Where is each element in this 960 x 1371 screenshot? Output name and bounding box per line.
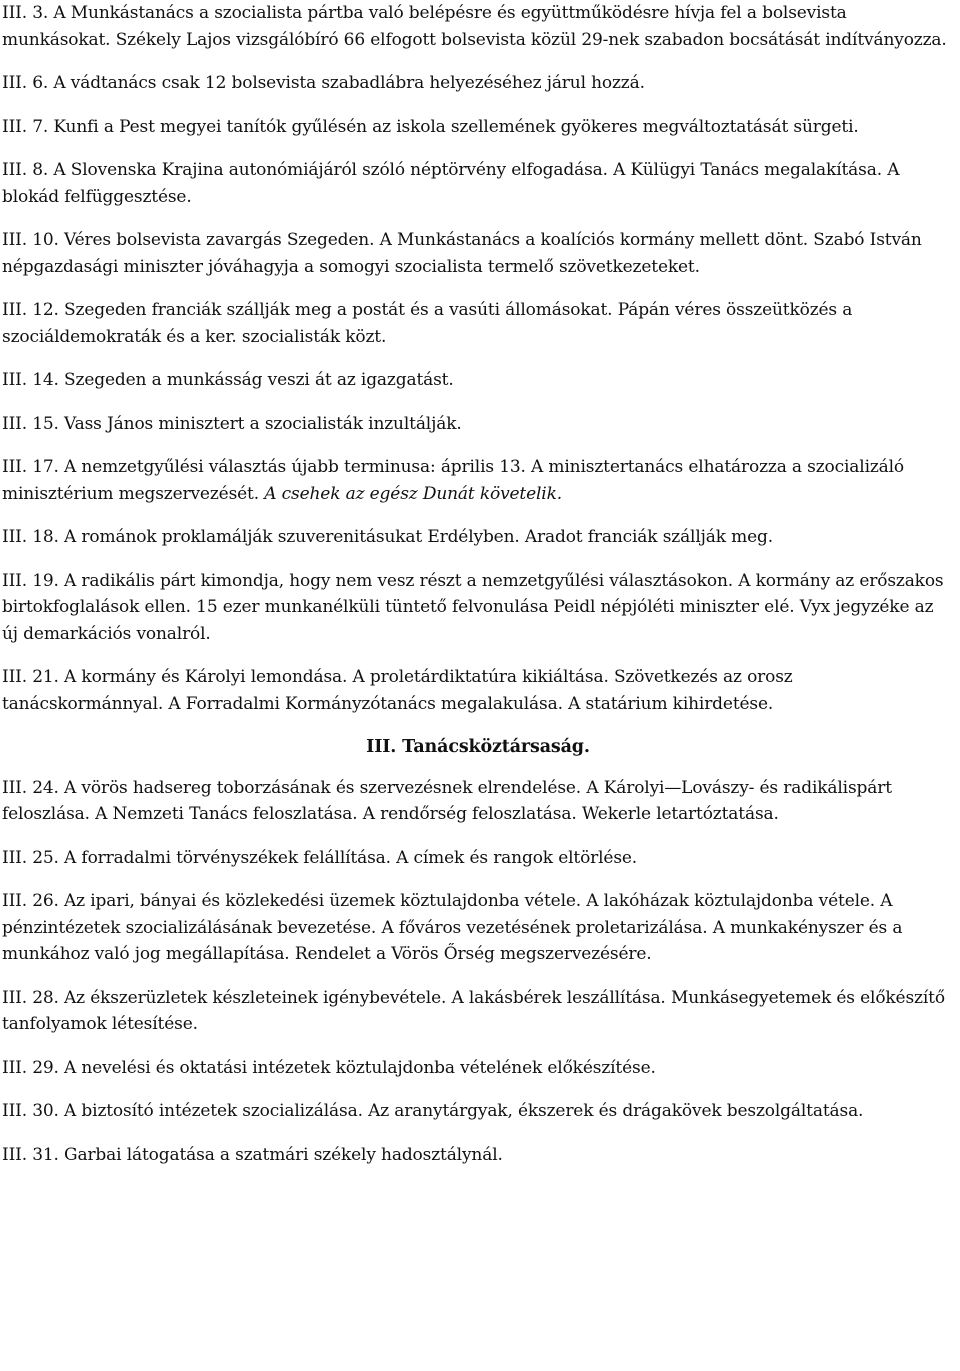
chronology-entry: III. 12. Szegeden franciák szállják meg a postát és a vasúti állomásokat. Pápán véres összeütközés a szociáldemokraták és a ker. szocialisták közt. [2,300,853,347]
chronology-entry: III. 30. A biztosító intézetek szocializálása. Az aranytárgyak, ékszerek és drágakövek beszolgáltatása. [2,1101,864,1121]
italic-text: A csehek az egész Dunát követelik. [264,483,563,504]
chronology-section-2 [2,775,954,1169]
chronology-entry: III. 29. A nevelési és oktatási intézetek köztulajdonba vételének előkészítése. [2,1057,656,1078]
chronology-entry: III. 24. A vörös hadsereg toborzásának és szervezésnek elrendelése. A Károlyi—Lovászy- és radikálispárt feloszlása. A Nemzeti Tanács feloszlatása. A rendőrség feloszlatása. Wekerle letartóztatása. [2,777,892,824]
chronology-entry: III. 21. A kormány és Károlyi lemondása. A proletárdiktatúra kikiáltása. Szövetkezés az orosz tanácskormánnyal. A Forradalmi Kormányzótanács megalakulása. A statárium kihirdetése. [2,667,793,714]
chronology-entry: III. 3. A Munkástanács a szocialista pártba való belépésre és együttműködésre hívja fel a bolsevista munkásokat. Székely Lajos vizsgálóbíró 66 elfogott bolsevista közül 29-nek szabadon bocsátását indítványozza. [2,3,947,50]
chronology-section-1 [2,0,954,717]
chronology-entry: III. 18. A románok proklamálják szuverenitásukat Erdélyben. Aradot franciák szállják meg. [2,527,774,547]
chronology-entry: III. 6. A vádtanács csak 12 bolsevista szabadlábra helyezéséhez járul hozzá. [2,73,645,93]
chronology-entry: III. 7. Kunfi a Pest megyei tanítók gyűlésén az iskola szellemének gyökeres megváltoztatását sürgeti. [2,116,859,137]
chronology-entry: III. 31. Garbai látogatása a szatmári székely hadosztálynál. [2,1144,503,1165]
section-heading: III. Tanácsköztársaság. [366,737,590,757]
chronology-entry: III. 25. A forradalmi törvényszékek felállítása. A címek és rangok eltörlése. [2,847,638,868]
chronology-entry: III. 17. A nemzetgyűlési választás újabb terminusa: április 13. A minisztertanács elhatározza a szocializáló minisztérium megszervezését. A csehek az egész Dunát követelik. [2,457,905,504]
chronology-entry: III. 8. A Slovenska Krajina autonómiájáról szóló néptörvény elfogadása. A Külügyi Tanács megalakítása. A blokád felfüggesztése. [2,160,900,207]
chronology-entry: III. 26. Az ipari, bányai és közlekedési üzemek köztulajdonba vétele. A lakóházak köztulajdonba vétele. A pénzintézetek szocializálásának bevezetése. A főváros vezetésének proletarizálása. A munkakényszer és a munkához való jog megállapítása. Rendelet a Vörös Őrség megszervezésére. [2,891,903,964]
chronology-entry: III. 14. Szegeden a munkásság veszi át az igazgatást. [2,370,454,390]
chronology-entry: III. 28. Az ékszerüzletek készleteinek igénybevétele. A lakásbérek leszállítása. Munkásegyetemek és előkészítő tanfolyamok létesítése. [2,987,945,1034]
chronology-entry: III. 10. Véres bolsevista zavargás Szegeden. A Munkástanács a koalíciós kormány mellett dönt. Szabó István népgazdasági miniszter jóváhagyja a somogyi szocialista termelő szövetkezeteket. [2,230,922,277]
chronology-entry: III. 15. Vass János minisztert a szocialisták inzultálják. [2,413,462,434]
chronology-entry: III. 19. A radikális párt kimondja, hogy nem vesz részt a nemzetgyűlési választásokon. A kormány az erőszakos birtokfoglalások ellen. 15 ezer munkanélküli tüntető felvonulása Peidl népjóléti miniszter elé. Vyx jegyzéke az új demarkációs vonalról. [2,570,944,644]
